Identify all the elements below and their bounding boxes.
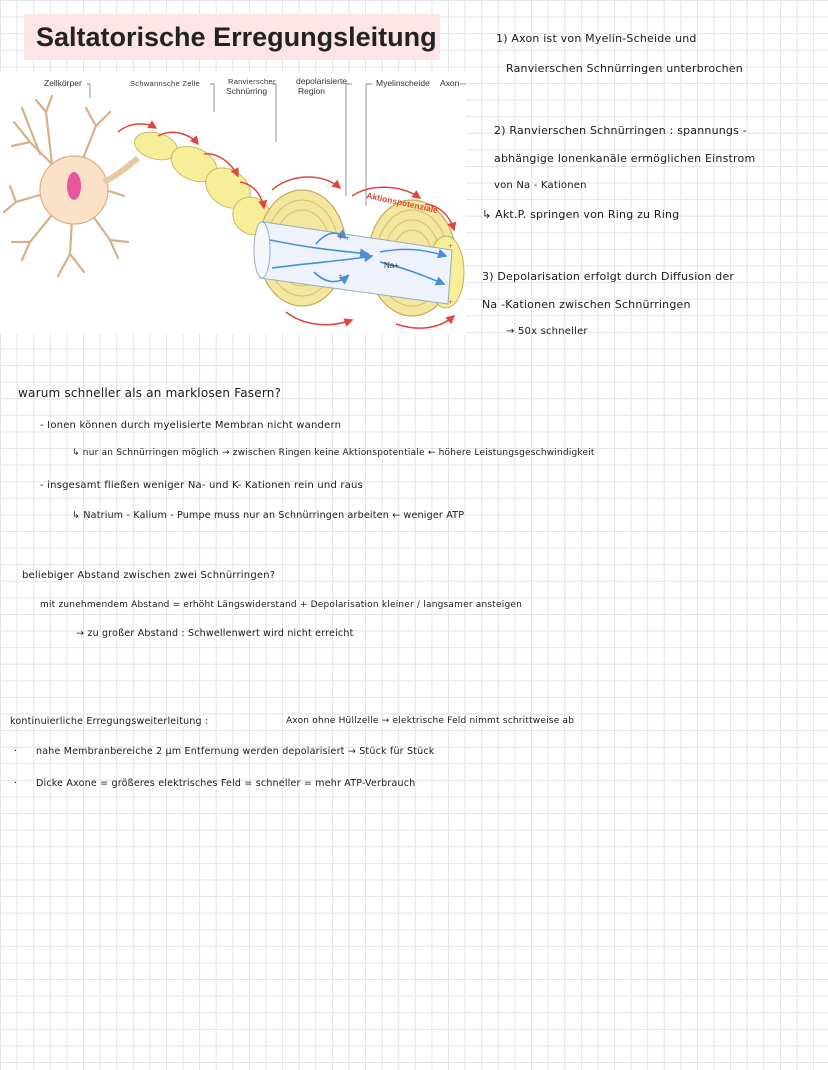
label-depol-1: depolarisierte — [296, 76, 348, 86]
label-ranvier-1: Ranvierscher — [228, 77, 276, 86]
why-bullet-2-sub: ↳ Natrium - Kalium - Pumpe muss nur an Schnürringen arbeiten ← weniger ATP — [72, 510, 465, 521]
continuous-bullet-dot-2: · — [14, 778, 18, 789]
continuous-heading-rest: Axon ohne Hüllzelle → elektrische Feld nimmt schrittweise ab — [286, 716, 575, 726]
label-zellkoerper: Zellkörper — [44, 78, 82, 88]
note-2-line-3: von Na - Kationen — [494, 180, 587, 191]
note-2-line-4: ↳ Akt.P. springen von Ring zu Ring — [482, 208, 680, 221]
note-1-line-2: Ranvierschen Schnürringen unterbrochen — [506, 62, 743, 75]
distance-line-1: mit zunehmendem Abstand = erhöht Längswiderstand + Depolarisation kleiner / langsamer ansteigen — [40, 600, 523, 610]
neuron-illustration — [0, 72, 466, 334]
why-heading: warum schneller als an marklosen Fasern? — [18, 386, 282, 400]
continuous-line-1: nahe Membranbereiche 2 µm Entfernung werden depolarisiert → Stück für Stück — [36, 746, 435, 757]
note-1-line-1: 1) Axon ist von Myelin-Scheide und — [496, 32, 697, 45]
label-myelinscheide: Myelinscheide — [376, 78, 430, 88]
svg-text:+: + — [448, 243, 454, 250]
title-banner — [24, 14, 440, 60]
label-ranvier-2: Schnürring — [226, 86, 268, 96]
note-2-line-1: 2) Ranvierschen Schnürringen : spannungs - — [494, 124, 747, 137]
note-3-line-2: Na -Kationen zwischen Schnürringen — [482, 298, 691, 311]
continuous-bullet-dot-1: · — [14, 746, 18, 757]
distance-line-2: → zu großer Abstand : Schwellenwert wird nicht erreicht — [76, 628, 354, 639]
continuous-heading: kontinuierliche Erregungsweiterleitung : — [10, 716, 209, 727]
ion-label: Na+ — [384, 261, 399, 270]
neuron-diagram — [0, 72, 466, 334]
svg-text:+ +: + + — [338, 235, 350, 242]
schwann-cells — [131, 128, 279, 243]
why-bullet-1-sub: ↳ nur an Schnürringen möglich → zwischen Ringen keine Aktionspotentiale ← höhere Leistungsgeschwindigkeit — [72, 448, 595, 458]
svg-text:+: + — [448, 299, 454, 306]
distance-heading: beliebiger Abstand zwischen zwei Schnürringen? — [22, 570, 276, 581]
label-axon: Axon — [440, 78, 460, 88]
label-depol-2: Region — [298, 86, 325, 96]
page-title: Saltatorische Erregungsleitung — [36, 21, 437, 52]
why-bullet-1: - Ionen können durch myelisierte Membran nicht wandern — [40, 420, 342, 431]
continuous-line-2: Dicke Axone = größeres elektrisches Feld = schneller = mehr ATP-Verbrauch — [36, 778, 416, 789]
nucleus — [67, 172, 81, 200]
note-3-line-1: 3) Depolarisation erfolgt durch Diffusion der — [482, 270, 735, 283]
note-3-line-3: → 50x schneller — [506, 326, 588, 337]
label-schwannsche-zelle: Schwannsche Zelle — [130, 79, 201, 88]
svg-text:+ +: + + — [338, 273, 350, 280]
why-bullet-2: - insgesamt fließen weniger Na- und K- Kationen rein und raus — [40, 480, 363, 491]
aktionspotenziale-label: Aktionspotenziale — [365, 190, 439, 216]
note-2-line-2: abhängige Ionenkanäle ermöglichen Einstrom — [494, 152, 756, 165]
